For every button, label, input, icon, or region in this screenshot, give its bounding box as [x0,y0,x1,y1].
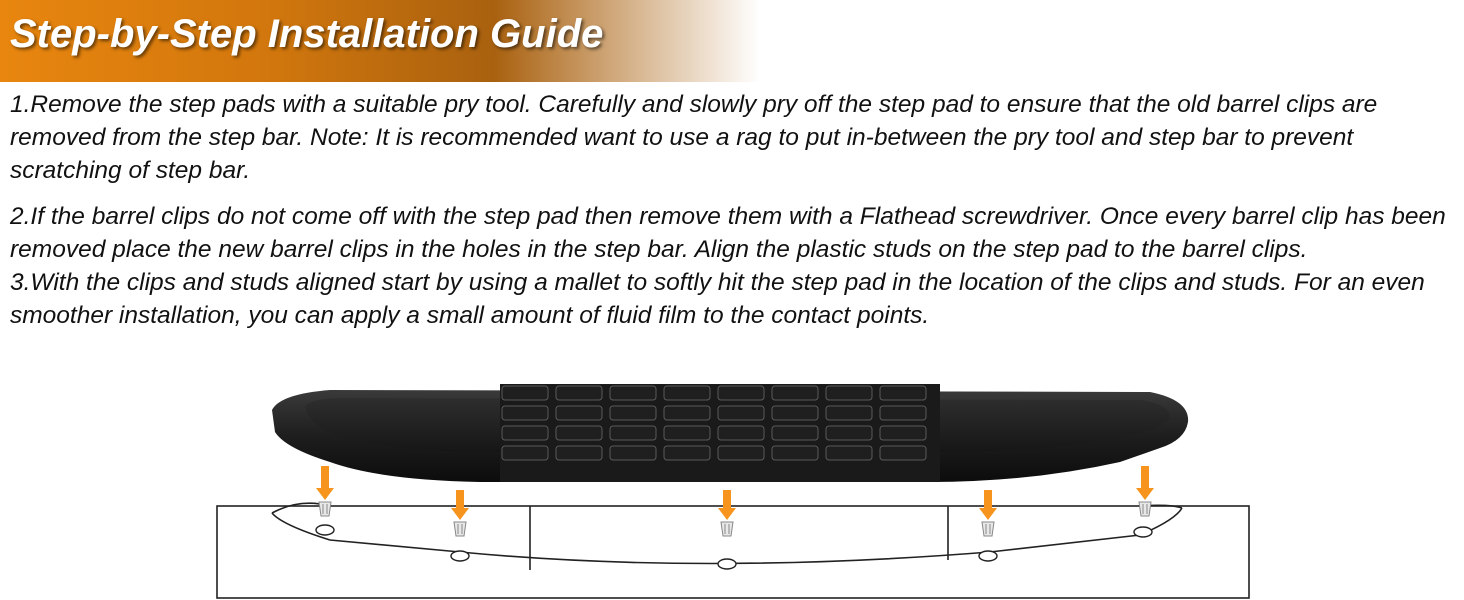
bar-hole [718,559,736,569]
tread-cell [772,426,818,440]
tread-cell [610,426,656,440]
tread-cell [556,386,602,400]
tread-cell [826,446,872,460]
tread-cell [664,426,710,440]
down-arrow-icon [451,490,469,520]
tread-cell [556,426,602,440]
step-3-text: 3.With the clips and studs aligned start by using a mallet to softly hit the step pad in the location of the clips and studs. For an even smoother installation, you can apply a small amount of fluid film to the contact points. [10,269,1425,329]
tread-cell [718,446,764,460]
tread-cell [502,386,548,400]
barrel-clip-icon [1139,502,1151,516]
step-pad-illustration [272,384,1188,482]
tread-cell [556,406,602,420]
barrel-clip-icon [721,522,733,536]
barrel-clip-icon [319,502,331,516]
tread-cell [772,386,818,400]
title-banner [0,0,760,82]
bar-hole [1134,527,1152,537]
bar-holes [316,525,1152,569]
step-2-text: 2.If the barrel clips do not come off with the step pad then remove them with a Flathead screwdriver. Once every barrel clip has been removed place the new barrel clips in the holes in the step bar. Align the plastic studs on the step pad to the barrel clips. [10,203,1446,263]
bar-hole [451,551,469,561]
bar-hole [316,525,334,535]
tread-cell [772,446,818,460]
bar-hole [979,551,997,561]
tread-cell [826,386,872,400]
installation-illustration [0,370,1464,600]
down-arrow-icon [316,466,334,500]
tread-cell [880,386,926,400]
tread-cell [556,446,602,460]
tread-cell [880,426,926,440]
down-arrow-icon [979,490,997,520]
tread-cell [880,446,926,460]
tread-cell [718,426,764,440]
down-arrow-icon [718,490,736,520]
tread-cell [610,446,656,460]
tread-cell [502,446,548,460]
tread-cell [502,406,548,420]
down-arrow-icon [1136,466,1154,500]
clips-group [319,502,1151,536]
tread-cell [610,406,656,420]
tread-cell [826,426,872,440]
step-bar-drawing [217,503,1249,598]
tread-cell [610,386,656,400]
tread-cell [664,446,710,460]
page-title: Step-by-Step Installation Guide [10,12,604,56]
tread-cell [718,386,764,400]
tread-cell [826,406,872,420]
tread-cell [880,406,926,420]
tread-cell [664,406,710,420]
step-1-text: 1.Remove the step pads with a suitable pry tool. Carefully and slowly pry off the step pad to ensure that the old barrel clips are removed from the step bar. Note: It is recommended want to use a rag to put in-between the pry tool and step bar to prevent scratching of step bar. [10,91,1378,184]
tread-cell [718,406,764,420]
barrel-clip-icon [982,522,994,536]
barrel-clip-icon [454,522,466,536]
tread-cell [772,406,818,420]
tread-cell [664,386,710,400]
instructions [10,88,1456,332]
tread-cell [502,426,548,440]
